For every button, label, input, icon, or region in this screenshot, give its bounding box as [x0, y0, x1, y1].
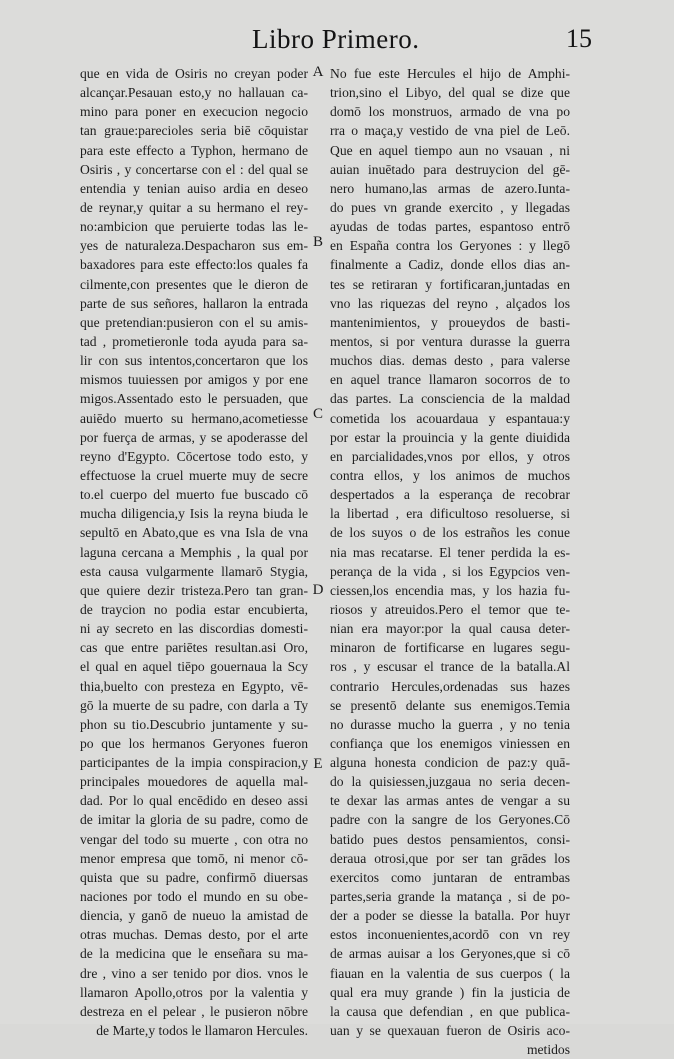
text-line: auian inuētado para destruycion del gē-	[330, 161, 570, 177]
text-line: de armas auisar a los Geryones,que si cō	[330, 946, 570, 962]
running-header	[0, 20, 674, 60]
text-line: que pretendian:pusieron con el su amis-	[80, 314, 308, 330]
text-line: que en vida de Osiris no creyan poder	[80, 66, 308, 81]
text-line: por estar la prouincia y la gente diuidida	[330, 429, 570, 445]
text-line: metidos	[526, 1042, 570, 1058]
text-line: po que los hermanos Geryones fueron	[80, 735, 308, 751]
text-line: cas que entre pariētes resultan.asi Oro,	[80, 640, 308, 656]
text-line: padre con la sangre de los Geryones.Cō	[330, 812, 570, 828]
text-line: estos inconuenientes,acordō con vn rey	[330, 927, 570, 943]
text-line: deraua otrosi,que por ser tan grādes los	[330, 850, 570, 866]
text-line: no:ambicion que peruierte todas las le-	[80, 219, 308, 235]
text-line: destreza en el pelear , le pusieron nōbre	[80, 1003, 308, 1019]
margin-letter-c: C	[312, 406, 323, 422]
text-line: lir con sus intentos,concertaron que los	[80, 353, 308, 369]
text-line: batido pues destos pensamientos, consi-	[330, 831, 570, 847]
text-line: exercitos como juntaran de entrambas	[330, 869, 570, 885]
text-line: en parcialidades,vnos por ellos, y otros	[330, 448, 570, 464]
margin-letter-b: B	[312, 234, 323, 250]
text-line: ni ay secreto en las discordias domesti-	[80, 621, 308, 637]
text-line: cilmente,con presentes que le dieron de	[80, 276, 308, 292]
text-line: nian era mayor:por la qual causa deter-	[330, 621, 570, 637]
text-line: mino para poner en execucion negocio	[80, 104, 308, 120]
text-line: minaron de fortificarse en lugares segu-	[330, 640, 570, 656]
text-line: confiança que los enemigos viniessen en	[330, 735, 570, 751]
text-line: alcançar.Pesauan esto,y no hallauan ca-	[80, 85, 308, 101]
text-line: nia mas recatarse. El tener perdida la es-	[330, 544, 570, 560]
text-line: riosos y atreuidos.Pero el temor que te-	[330, 601, 570, 617]
text-line: naciones por todo el mundo en su obe-	[80, 889, 308, 905]
text-line: en aquel trance llamaron socorros de to	[330, 372, 570, 388]
page-number: 15	[566, 24, 592, 53]
text-line: contrario Hercules,ordenadas sus hazes	[330, 678, 570, 694]
text-line: de traycion no podia estar encubierta,	[80, 601, 308, 617]
text-line: para este effecto a Typhon, hermano de	[80, 142, 308, 158]
text-line: de imitar la gloria de su padre, como de	[80, 812, 308, 828]
text-line: se presentō delante sus enemigos.Temia	[330, 697, 570, 713]
text-line: muchos dias. demas desto , para valerse	[330, 353, 570, 369]
text-line: Que en aquel tiempo aun no vsauan , ni	[330, 142, 570, 158]
text-line: esta causa vulgarmente llamarō Stygia,	[80, 563, 308, 579]
text-line: diencia, y ganō de nueuo la amistad de	[80, 908, 308, 924]
text-line: de los suyos o de los estraños les conue	[330, 525, 570, 541]
text-line: otras muchas. Demas desto, por el arte	[80, 927, 308, 943]
text-line: gō la muerte de su padre, con darla a Ty	[80, 697, 308, 713]
text-line: de reynar,y quitar a su hermano el rey-	[80, 199, 308, 215]
margin-letter-a: A	[312, 64, 324, 80]
text-line: contra ellos, y los animos de muchos	[330, 467, 570, 483]
text-line: der a poder se diesse la batalla. Por huyr	[330, 908, 570, 924]
text-line: ciessen,los encendia mas, y los hazia fu-	[330, 582, 570, 598]
text-line: uan y se quexauan fueron de Osiris aco-	[330, 1023, 570, 1039]
text-line: mismos tuuiessen por amigos y por ene	[80, 372, 308, 388]
text-line: qual era muy grande ) fin la justicia de	[330, 984, 570, 1000]
text-line: nero humano,las armas de azero.Iunta-	[330, 180, 570, 196]
text-line: menor empresa que tomō, ni menor cō-	[80, 850, 308, 866]
text-line: to.el cuerpo del muerto fue buscado cō	[80, 487, 308, 503]
text-line: dre , vino a ser tenido por dios. vnos le	[80, 965, 308, 981]
text-line: perança de la vida , si los Egypcios ven-	[330, 563, 570, 579]
text-line: llamaron Apollo,otros por la valentia y	[80, 984, 308, 1000]
text-line: trion,sino el Libyo, del qual se dize que	[330, 85, 570, 101]
text-line: de la medicina que le enseñara su ma-	[80, 946, 308, 962]
text-line: de Marte,y todos le llamaron Hercules.	[96, 1023, 308, 1039]
text-line: que quiere dezir tristeza.Pero tan gran-	[80, 582, 308, 598]
text-line: parte de sus señores, hallaron la entrada	[80, 295, 308, 311]
text-line: te dexar las armas antes de vengar a su	[330, 793, 570, 809]
text-line: rra o maça,y vestido de vna piel de Leō.	[330, 123, 570, 139]
text-line: principales mouedores de aquella mal-	[80, 774, 308, 790]
page-title: Libro Primero.	[252, 24, 420, 54]
text-line: la libertad , era dificultoso resoluerse, si	[330, 506, 570, 522]
text-line: entendia y tenian auiso ardia en deseo	[80, 180, 308, 196]
text-line: thia,buelto con presteza en Egypto, vē-	[80, 678, 308, 694]
text-line: mucha diligencia,y Isis la reyna biuda le	[80, 506, 308, 522]
text-line: tad , prometieronle toda ayuda para sa-	[80, 333, 308, 349]
text-line: yes de naturaleza.Despacharon sus em-	[80, 238, 308, 254]
text-line: alguna honesta condicion de paz:y quā-	[330, 755, 570, 771]
margin-markers	[306, 64, 330, 964]
text-line: despertados a la esperança de recobrar	[330, 487, 570, 503]
text-line: finalmente a Cadiz, donde ellos dias an-	[330, 257, 570, 273]
text-line: laguna cercana a Memphis , la qual por	[80, 544, 308, 560]
right-text-column	[330, 64, 570, 1059]
text-line: tan graue:parecioles seria biē cōquistar	[80, 123, 308, 139]
text-line: fiauan en la valentia de sus cuerpos ( la	[330, 965, 570, 981]
text-line: por fuerça de armas, y se apoderasse del	[80, 429, 308, 445]
text-line: partes,seria grande la matança , si de po-	[330, 889, 570, 905]
text-line: ros , y escusar el trance de la batalla.Al	[330, 659, 570, 675]
text-line: vno las riquezas del reyno , alçados los	[330, 295, 570, 311]
text-line: effectuose la cruel muerte muy de secre	[80, 467, 308, 483]
text-line: phon su tio.Descubrio juntamente y su-	[80, 716, 308, 732]
left-text-column	[80, 64, 308, 1040]
text-line: quista que su padre, confirmō diuersas	[80, 869, 308, 885]
text-line: tes se retiraran y fortificaran,juntadas en	[330, 276, 570, 292]
text-line: do la quisiessen,juzgaua no seria decen-	[330, 774, 570, 790]
text-line: migos.Assentado esto le persuaden, que	[80, 391, 308, 407]
text-line: Osiris , y concertarse con el : del qual se	[80, 161, 308, 177]
text-line: mantenimientos, y proueydos de basti-	[330, 314, 570, 330]
text-line: auiēdo muerto su hermano,acometiesse	[80, 410, 308, 426]
text-line: ayudas de todas partes, espantoso entrō	[330, 219, 570, 235]
text-line: dad. Por lo qual encēdido en deseo assi	[80, 793, 308, 809]
margin-letter-e: E	[313, 756, 323, 772]
text-line: sepultō en Abato,que es vna Isla de vna	[80, 525, 308, 541]
text-line: baxadores para este effecto:los quales fa	[80, 257, 308, 273]
text-line: No fue este Hercules el hijo de Amphi-	[330, 66, 570, 81]
text-line: do pues vn grande exercito , y llegadas	[330, 199, 570, 215]
text-line: cometida los acouardaua y espantaua:y	[330, 410, 570, 426]
text-line: en España contra los Geryones : y llegō	[330, 238, 570, 254]
margin-letter-d: D	[312, 582, 324, 598]
text-line: vengar del todo su muerte , con otra no	[80, 831, 308, 847]
text-line: domō los monstruos, armado de vna po	[330, 104, 570, 120]
text-line: no durasse mucho la guerra , y no tenia	[330, 716, 570, 732]
text-line: reyno d'Egypto. Cōcertose todo esto, y	[80, 448, 308, 464]
text-line: das partes. La consciencia de la maldad	[330, 391, 570, 407]
text-line: la causa que defendian , en que publica-	[330, 1003, 570, 1019]
text-line: el qual en aquel tiēpo gouernaua la Scy	[80, 659, 308, 675]
text-line: participantes de la impia conspiracion,y	[80, 755, 308, 771]
text-line: mentos, si por ventura durasse la guerra	[330, 333, 570, 349]
